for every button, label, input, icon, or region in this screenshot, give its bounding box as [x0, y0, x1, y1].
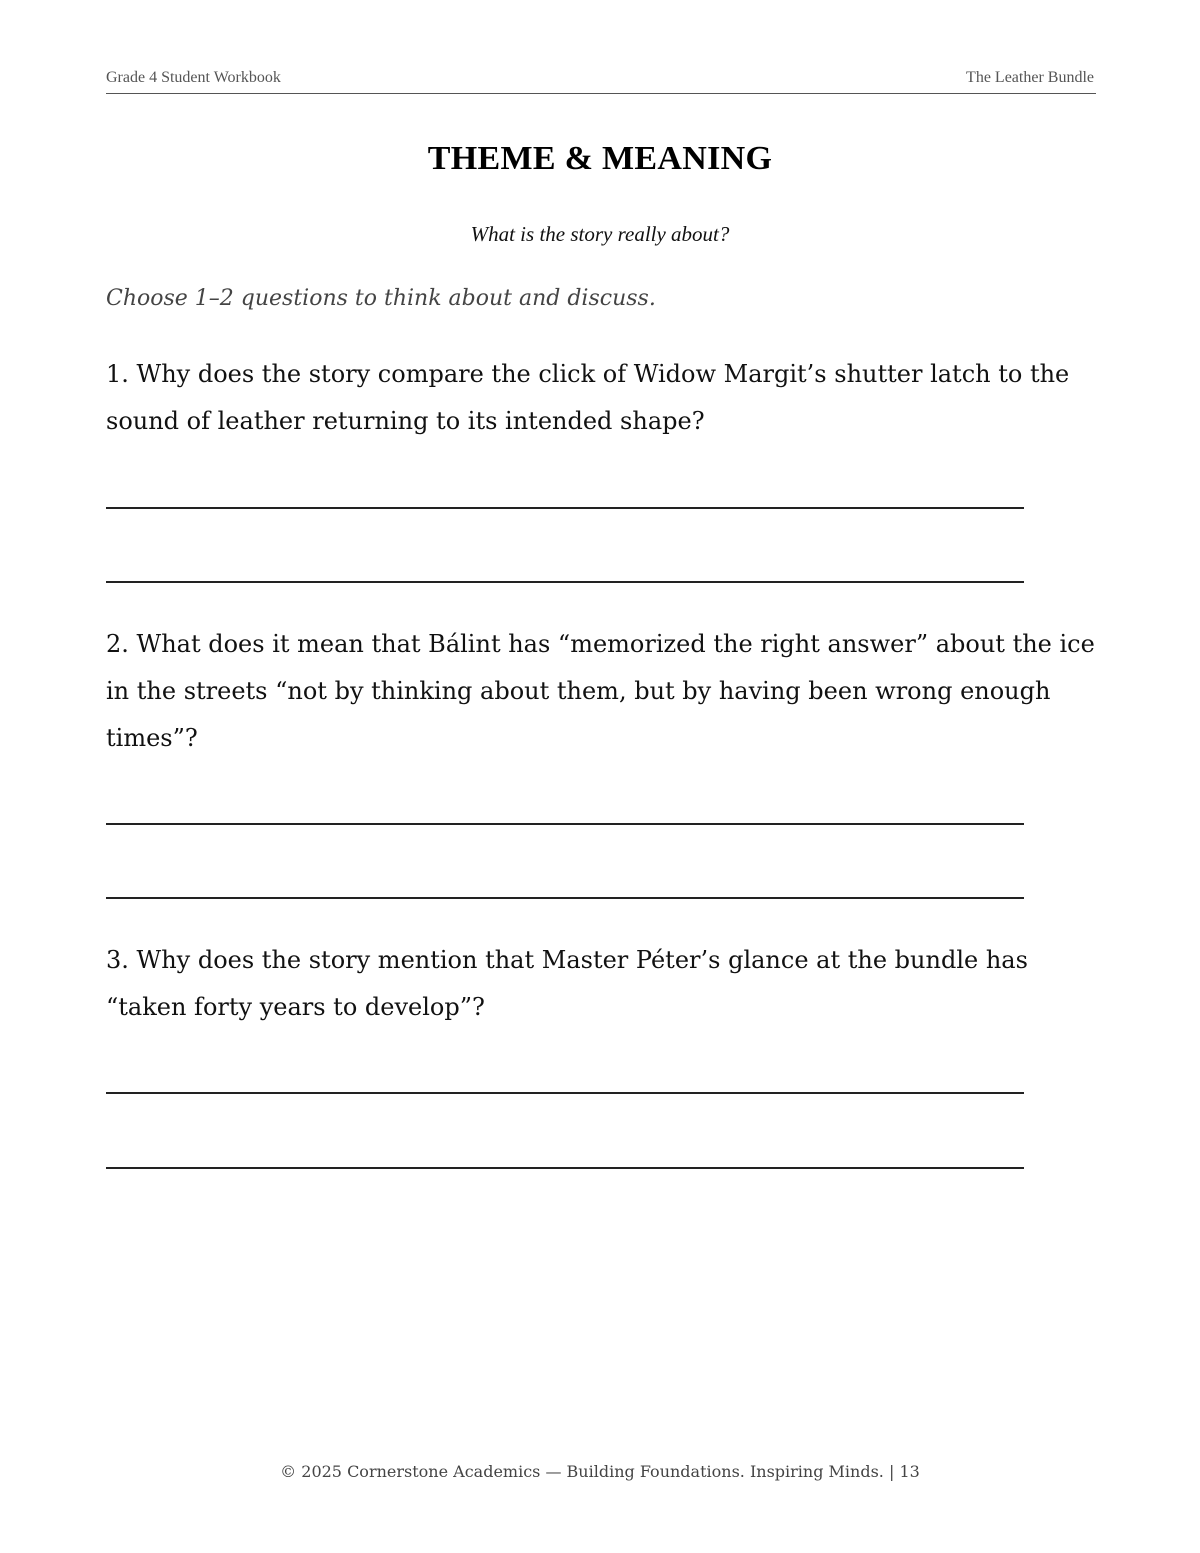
header-workbook-title: Grade 4 Student Workbook — [106, 69, 281, 86]
question-2: 2. What does it mean that Bálint has “memorized the right answer” about the ice in the streets “not by thinking about them, but by having been wrong enough times”? — [106, 630, 1095, 752]
answer-line-1b[interactable] — [106, 581, 1024, 583]
answer-line-2a[interactable] — [106, 823, 1024, 825]
page-title: THEME & MEANING — [427, 140, 773, 177]
answer-line-3b[interactable] — [106, 1167, 1024, 1169]
page-subtitle: What is the story really about? — [470, 222, 730, 246]
question-1: 1. Why does the story compare the click of Widow Margit’s shutter latch to the sound of leather returning to its intended shape? — [106, 360, 1070, 435]
question-3: 3. Why does the story mention that Master Péter’s glance at the bundle has “taken forty years to develop”? — [106, 946, 1028, 1021]
answer-line-2b[interactable] — [106, 897, 1024, 899]
answer-line-1a[interactable] — [106, 507, 1024, 509]
answer-line-3a[interactable] — [106, 1092, 1024, 1094]
page-footer: © 2025 Cornerstone Academics — Building Foundations. Inspiring Minds. | 13 — [280, 1462, 920, 1481]
header-story-title: The Leather Bundle — [966, 69, 1094, 86]
instructions-text: Choose 1–2 questions to think about and discuss. — [106, 286, 656, 311]
page-header — [106, 69, 1096, 94]
